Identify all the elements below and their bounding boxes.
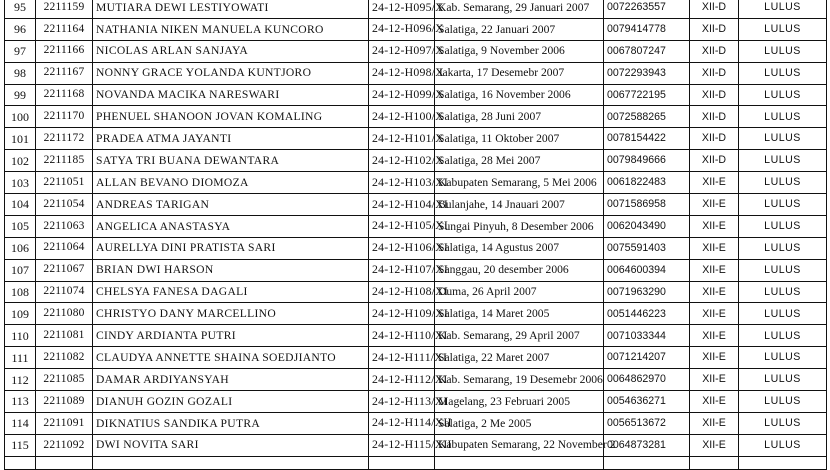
nisn-number-cell: 0061822483 xyxy=(604,172,690,194)
table-row xyxy=(5,18,827,40)
status-cell: LULUS xyxy=(739,194,827,216)
row-number-cell: 110 xyxy=(5,325,36,347)
student-id-cell: 2211074 xyxy=(36,281,93,303)
table-row xyxy=(5,172,827,194)
row-number-cell: 95 xyxy=(5,0,36,18)
student-id-cell: 2211159 xyxy=(36,0,93,18)
nisn-number-cell: 0071214207 xyxy=(604,347,690,369)
table-row xyxy=(5,325,827,347)
row-number-cell: 99 xyxy=(5,84,36,106)
student-id-cell: 2211168 xyxy=(36,84,93,106)
class-name-cell: XII-D xyxy=(690,84,739,106)
student-name-cell: NICOLAS ARLAN SANJAYA xyxy=(93,40,369,62)
row-number-cell: 111 xyxy=(5,347,36,369)
student-id-cell: 2211172 xyxy=(36,128,93,150)
table-row xyxy=(5,259,827,281)
student-name-cell: ANGELICA ANASTASYA xyxy=(93,215,369,237)
cut-cell xyxy=(739,456,827,469)
row-number-cell: 104 xyxy=(5,194,36,216)
row-number-cell: 103 xyxy=(5,172,36,194)
class-name-cell: XII-E xyxy=(690,347,739,369)
class-name-cell: XII-E xyxy=(690,259,739,281)
class-name-cell: XII-E xyxy=(690,281,739,303)
birth-place-date-cell: Kab. Semarang, 29 Januari 2007 xyxy=(435,0,604,18)
student-id-cell: 2211080 xyxy=(36,303,93,325)
nisn-number-cell: 0064600394 xyxy=(604,259,690,281)
student-id-cell: 2211170 xyxy=(36,106,93,128)
student-id-cell: 2211081 xyxy=(36,325,93,347)
student-name-cell: NOVANDA MACIKA NARESWARI xyxy=(93,84,369,106)
nisn-number-cell: 0072588265 xyxy=(604,106,690,128)
class-name-cell: XII-D xyxy=(690,18,739,40)
nisn-number-cell: 0054636271 xyxy=(604,391,690,413)
status-cell: LULUS xyxy=(739,391,827,413)
row-number-cell: 96 xyxy=(5,18,36,40)
status-cell: LULUS xyxy=(739,325,827,347)
row-number-cell: 98 xyxy=(5,62,36,84)
student-name-cell: NATHANIA NIKEN MANUELA KUNCORO xyxy=(93,18,369,40)
student-id-cell: 2211091 xyxy=(36,412,93,434)
class-name-cell: XII-E xyxy=(690,412,739,434)
table-row xyxy=(5,150,827,172)
nisn-number-cell: 0079414778 xyxy=(604,18,690,40)
birth-place-date-cell: Duma, 26 April 2007 xyxy=(435,281,604,303)
certificate-number-cell: 24-12-H110/XI xyxy=(369,325,435,347)
class-name-cell: XII-E xyxy=(690,369,739,391)
student-id-cell: 2211089 xyxy=(36,391,93,413)
cut-cell xyxy=(435,456,604,469)
birth-place-date-cell: Salatiga, 16 November 2006 xyxy=(435,84,604,106)
row-number-cell: 113 xyxy=(5,391,36,413)
birth-place-date-cell: Salatiga, 22 Maret 2007 xyxy=(435,347,604,369)
status-cell: LULUS xyxy=(739,237,827,259)
nisn-number-cell: 0079849666 xyxy=(604,150,690,172)
student-name-cell: ANDREAS TARIGAN xyxy=(93,194,369,216)
cut-cell xyxy=(369,456,435,469)
status-cell: LULUS xyxy=(739,172,827,194)
student-name-cell: PHENUEL SHANOON JOVAN KOMALING xyxy=(93,106,369,128)
nisn-number-cell: 0072263557 xyxy=(604,0,690,18)
table-row xyxy=(5,281,827,303)
student-name-cell: DIKNATIUS SANDIKA PUTRA xyxy=(93,412,369,434)
status-cell: LULUS xyxy=(739,84,827,106)
nisn-number-cell: 0064873281 xyxy=(604,434,690,456)
student-name-cell: SATYA TRI BUANA DEWANTARA xyxy=(93,150,369,172)
table-row xyxy=(5,391,827,413)
row-number-cell: 107 xyxy=(5,259,36,281)
certificate-number-cell: 24-12-H115/XII xyxy=(369,434,435,456)
certificate-number-cell: 24-12-H099/X xyxy=(369,84,435,106)
table-row xyxy=(5,237,827,259)
status-cell: LULUS xyxy=(739,0,827,18)
class-name-cell: XII-E xyxy=(690,303,739,325)
row-number-cell: 97 xyxy=(5,40,36,62)
student-id-cell: 2211164 xyxy=(36,18,93,40)
table-row xyxy=(5,84,827,106)
class-name-cell: XII-D xyxy=(690,62,739,84)
row-number-cell: 100 xyxy=(5,106,36,128)
cut-cell xyxy=(604,456,690,469)
table-row xyxy=(5,434,827,456)
status-cell: LULUS xyxy=(739,347,827,369)
status-cell: LULUS xyxy=(739,18,827,40)
birth-place-date-cell: Magelang, 23 Februari 2005 xyxy=(435,391,604,413)
table-row xyxy=(5,40,827,62)
row-number-cell: 102 xyxy=(5,150,36,172)
status-cell: LULUS xyxy=(739,106,827,128)
student-name-cell: CHELSYA FANESA DAGALI xyxy=(93,281,369,303)
birth-place-date-cell: Jakarta, 17 Desemebr 2007 xyxy=(435,62,604,84)
certificate-number-cell: 24-12-H106/XI xyxy=(369,237,435,259)
table-row-cut xyxy=(5,456,827,469)
nisn-number-cell: 0056513672 xyxy=(604,412,690,434)
certificate-number-cell: 24-12-H097/X xyxy=(369,40,435,62)
table-row xyxy=(5,62,827,84)
certificate-number-cell: 24-12-H102/X xyxy=(369,150,435,172)
birth-place-date-cell: Salatiga, 11 Oktober 2007 xyxy=(435,128,604,150)
status-cell: LULUS xyxy=(739,281,827,303)
certificate-number-cell: 24-12-H100/X xyxy=(369,106,435,128)
student-id-cell: 2211063 xyxy=(36,215,93,237)
cut-cell xyxy=(5,456,36,469)
student-name-cell: DWI NOVITA SARI xyxy=(93,434,369,456)
certificate-number-cell: 24-12-H112/XI xyxy=(369,369,435,391)
class-name-cell: XII-D xyxy=(690,106,739,128)
birth-place-date-cell: Salatiga, 28 Juni 2007 xyxy=(435,106,604,128)
class-name-cell: XII-E xyxy=(690,325,739,347)
class-name-cell: XII-D xyxy=(690,0,739,18)
class-name-cell: XII-E xyxy=(690,194,739,216)
birth-place-date-cell: Salatiga, 9 November 2006 xyxy=(435,40,604,62)
student-id-cell: 2211082 xyxy=(36,347,93,369)
student-name-cell: NONNY GRACE YOLANDA KUNTJORO xyxy=(93,62,369,84)
nisn-number-cell: 0072293943 xyxy=(604,62,690,84)
table-row xyxy=(5,0,827,18)
row-number-cell: 101 xyxy=(5,128,36,150)
class-name-cell: XII-D xyxy=(690,128,739,150)
table-row xyxy=(5,215,827,237)
birth-place-date-cell: Sanggau, 20 desember 2006 xyxy=(435,259,604,281)
nisn-number-cell: 0051446223 xyxy=(604,303,690,325)
table-body xyxy=(5,0,827,469)
nisn-number-cell: 0071963290 xyxy=(604,281,690,303)
certificate-number-cell: 24-12-H096/X xyxy=(369,18,435,40)
student-id-cell: 2211067 xyxy=(36,259,93,281)
cut-cell xyxy=(36,456,93,469)
birth-place-date-cell: Bulanjahe, 14 Jnauari 2007 xyxy=(435,194,604,216)
certificate-number-cell: 24-12-H098/X xyxy=(369,62,435,84)
table-row xyxy=(5,347,827,369)
nisn-number-cell: 0064862970 xyxy=(604,369,690,391)
birth-place-date-cell: Salatiga, 2 Me 2005 xyxy=(435,412,604,434)
student-name-cell: MUTIARA DEWI LESTIYOWATI xyxy=(93,0,369,18)
birth-place-date-cell: Salatiga, 22 Januari 2007 xyxy=(435,18,604,40)
student-name-cell: CINDY ARDIANTA PUTRI xyxy=(93,325,369,347)
birth-place-date-cell: Salatiga, 28 Mei 2007 xyxy=(435,150,604,172)
student-name-cell: AURELLYA DINI PRATISTA SARI xyxy=(93,237,369,259)
status-cell: LULUS xyxy=(739,62,827,84)
status-cell: LULUS xyxy=(739,215,827,237)
class-name-cell: XII-E xyxy=(690,172,739,194)
student-id-cell: 2211185 xyxy=(36,150,93,172)
table-row xyxy=(5,194,827,216)
cut-cell xyxy=(690,456,739,469)
birth-place-date-cell: Salatiga, 14 Maret 2005 xyxy=(435,303,604,325)
row-number-cell: 105 xyxy=(5,215,36,237)
nisn-number-cell: 0067722195 xyxy=(604,84,690,106)
graduation-table xyxy=(4,0,827,470)
certificate-number-cell: 24-12-H095/X xyxy=(369,0,435,18)
class-name-cell: XII-E xyxy=(690,434,739,456)
table-row xyxy=(5,128,827,150)
student-id-cell: 2211085 xyxy=(36,369,93,391)
row-number-cell: 114 xyxy=(5,412,36,434)
nisn-number-cell: 0078154422 xyxy=(604,128,690,150)
nisn-number-cell: 0071586958 xyxy=(604,194,690,216)
class-name-cell: XII-D xyxy=(690,150,739,172)
birth-place-date-cell: Salatiga, 14 Agustus 2007 xyxy=(435,237,604,259)
status-cell: LULUS xyxy=(739,150,827,172)
certificate-number-cell: 24-12-H114/XII xyxy=(369,412,435,434)
cut-cell xyxy=(93,456,369,469)
class-name-cell: XII-E xyxy=(690,391,739,413)
student-name-cell: DAMAR ARDIYANSYAH xyxy=(93,369,369,391)
certificate-number-cell: 24-12-H101/X xyxy=(369,128,435,150)
status-cell: LULUS xyxy=(739,303,827,325)
certificate-number-cell: 24-12-H104/XI xyxy=(369,194,435,216)
nisn-number-cell: 0071033344 xyxy=(604,325,690,347)
certificate-number-cell: 24-12-H107/XI xyxy=(369,259,435,281)
certificate-number-cell: 24-12-H113/XI xyxy=(369,391,435,413)
class-name-cell: XII-E xyxy=(690,215,739,237)
birth-place-date-cell: Sungai Pinyuh, 8 Desember 2006 xyxy=(435,215,604,237)
row-number-cell: 112 xyxy=(5,369,36,391)
certificate-number-cell: 24-12-H108/XI xyxy=(369,281,435,303)
certificate-number-cell: 24-12-H103/XI xyxy=(369,172,435,194)
row-number-cell: 115 xyxy=(5,434,36,456)
nisn-number-cell: 0075591403 xyxy=(604,237,690,259)
birth-place-date-cell: Kabupaten Semarang, 22 November 2 xyxy=(435,434,604,456)
table-row xyxy=(5,369,827,391)
class-name-cell: XII-D xyxy=(690,40,739,62)
certificate-number-cell: 24-12-H111/XI xyxy=(369,347,435,369)
status-cell: LULUS xyxy=(739,128,827,150)
student-name-cell: CLAUDYA ANNETTE SHAINA SOEDJIANTO xyxy=(93,347,369,369)
birth-place-date-cell: Kabupaten Semarang, 5 Mei 2006 xyxy=(435,172,604,194)
birth-place-date-cell: Kab. Semarang, 29 April 2007 xyxy=(435,325,604,347)
birth-place-date-cell: Kab. Semarang, 19 Desemebr 2006 xyxy=(435,369,604,391)
student-id-cell: 2211167 xyxy=(36,62,93,84)
nisn-number-cell: 0067807247 xyxy=(604,40,690,62)
status-cell: LULUS xyxy=(739,259,827,281)
certificate-number-cell: 24-12-H109/XI xyxy=(369,303,435,325)
class-name-cell: XII-E xyxy=(690,237,739,259)
row-number-cell: 109 xyxy=(5,303,36,325)
student-name-cell: ALLAN BEVANO DIOMOZA xyxy=(93,172,369,194)
student-id-cell: 2211092 xyxy=(36,434,93,456)
student-id-cell: 2211051 xyxy=(36,172,93,194)
status-cell: LULUS xyxy=(739,369,827,391)
student-id-cell: 2211166 xyxy=(36,40,93,62)
status-cell: LULUS xyxy=(739,40,827,62)
table-row xyxy=(5,106,827,128)
table-row xyxy=(5,303,827,325)
student-name-cell: PRADEA ATMA JAYANTI xyxy=(93,128,369,150)
row-number-cell: 106 xyxy=(5,237,36,259)
student-name-cell: BRIAN DWI HARSON xyxy=(93,259,369,281)
student-id-cell: 2211054 xyxy=(36,194,93,216)
certificate-number-cell: 24-12-H105/XI xyxy=(369,215,435,237)
student-name-cell: DIANUH GOZIN GOZALI xyxy=(93,391,369,413)
status-cell: LULUS xyxy=(739,412,827,434)
row-number-cell: 108 xyxy=(5,281,36,303)
table-row xyxy=(5,412,827,434)
student-name-cell: CHRISTYO DANY MARCELLINO xyxy=(93,303,369,325)
status-cell: LULUS xyxy=(739,434,827,456)
nisn-number-cell: 0062043490 xyxy=(604,215,690,237)
student-id-cell: 2211064 xyxy=(36,237,93,259)
